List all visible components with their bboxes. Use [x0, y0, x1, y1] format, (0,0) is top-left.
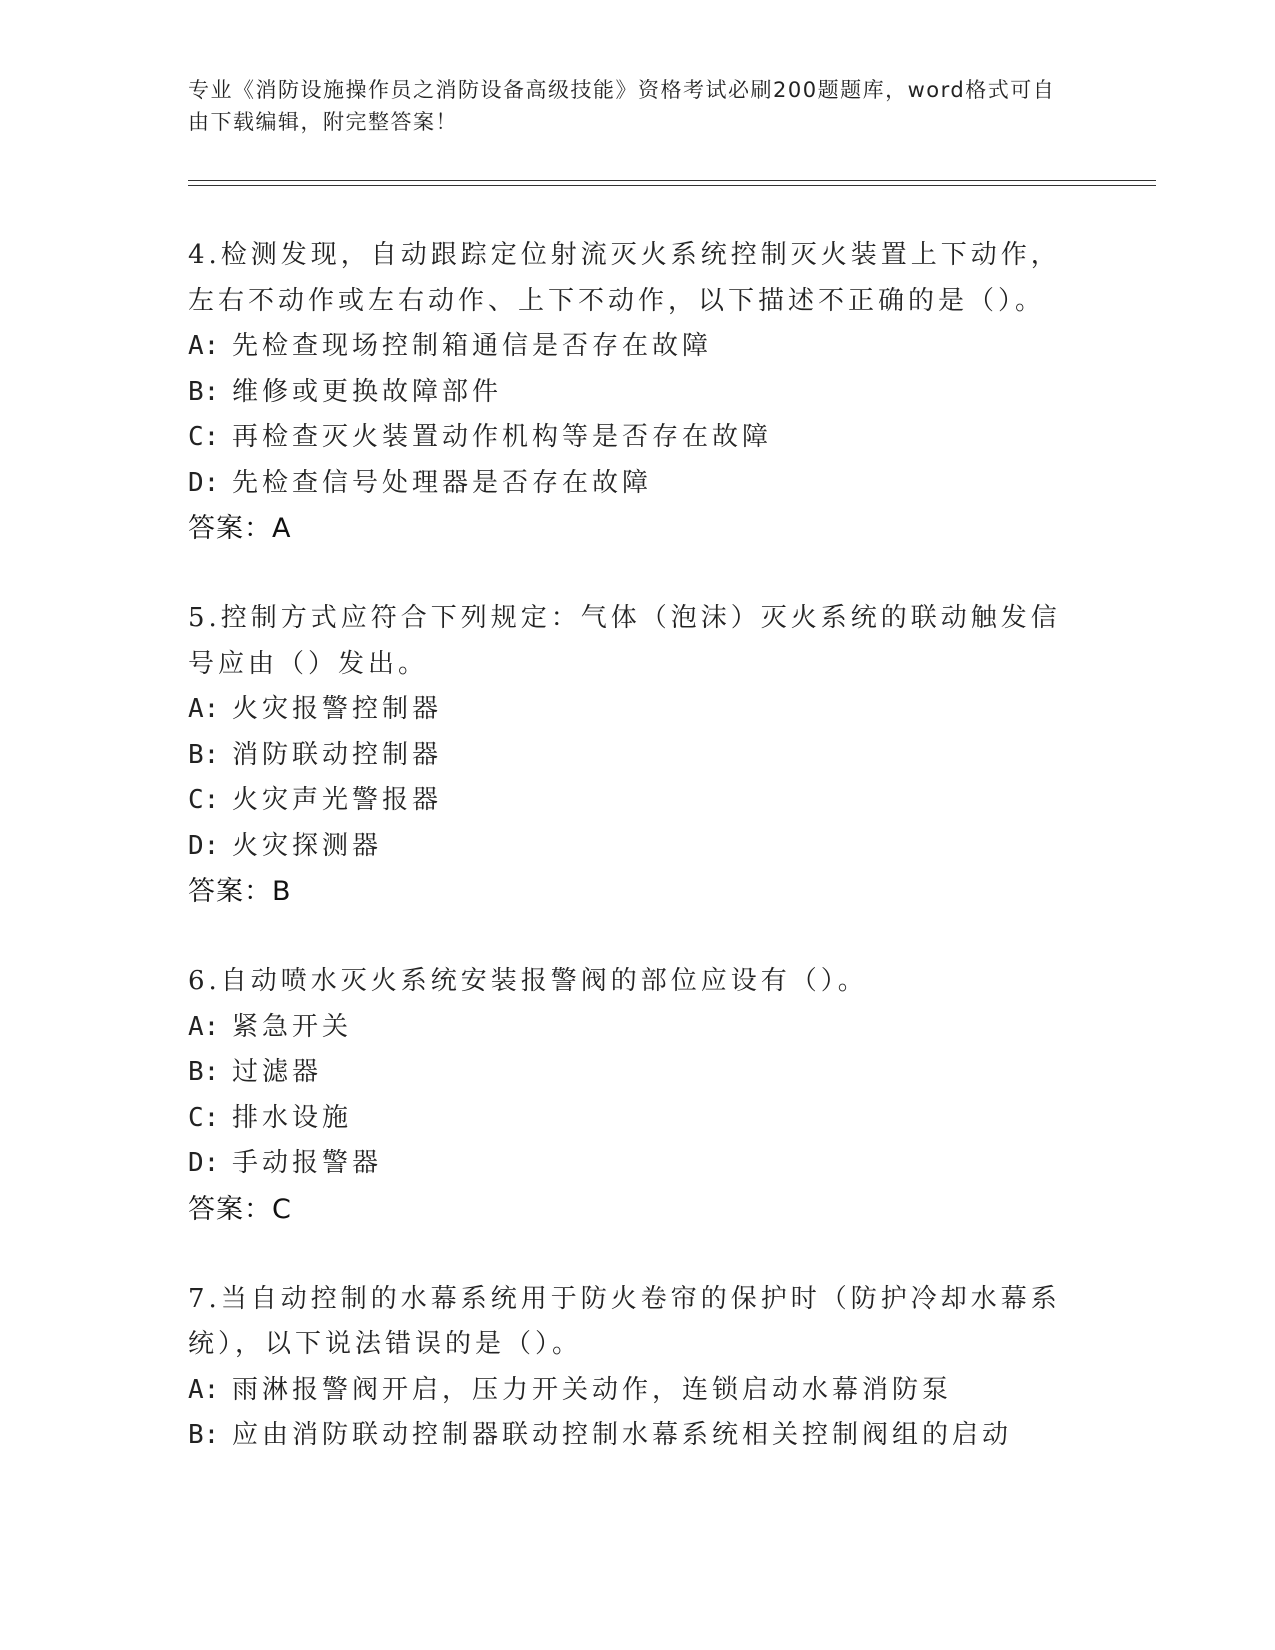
option-letter: C:: [188, 422, 220, 452]
option-letter: A:: [188, 694, 220, 724]
option-text: 消防联动控制器: [232, 739, 443, 770]
option-letter: B:: [188, 376, 220, 407]
option-letter: B:: [188, 1057, 220, 1087]
option-b: [188, 733, 1068, 779]
option-c: [188, 1096, 1068, 1142]
option-c: [188, 415, 1068, 461]
option-text: 排水设施: [232, 1102, 353, 1133]
option-text: 火灾探测器: [232, 830, 383, 861]
option-text: 维修或更换故障部件: [232, 376, 503, 407]
question-7: [188, 1277, 1068, 1459]
option-a: [188, 1005, 1068, 1051]
option-letter: A:: [188, 1011, 220, 1042]
question-5: [188, 596, 1068, 915]
question-stem: 7.当自动控制的水幕系统用于防火卷帘的保护时（防护冷却水幕系统），以下说法错误的是（）。: [188, 1283, 1061, 1359]
option-a: [188, 324, 1068, 370]
option-d: [188, 461, 1068, 507]
option-letter: A:: [188, 1374, 220, 1405]
question-list: [188, 233, 1068, 1503]
answer-label: 答案：B: [188, 876, 292, 907]
answer-label: 答案：A: [188, 513, 292, 544]
option-d: [188, 1141, 1068, 1187]
question-4: [188, 233, 1068, 552]
option-a: [188, 1368, 1068, 1414]
option-letter: B:: [188, 1420, 220, 1450]
option-letter: D:: [188, 830, 220, 861]
option-letter: C:: [188, 1102, 220, 1133]
question-stem: 6.自动喷水灭火系统安装报警阀的部位应设有（）。: [188, 966, 868, 996]
option-d: [188, 824, 1068, 870]
page-header: 专业《消防设施操作员之消防设备高级技能》资格考试必刷200题题库，word格式可自由下载编辑，附完整答案！: [188, 78, 1056, 134]
option-text: 应由消防联动控制器联动控制水幕系统相关控制阀组的启动: [232, 1420, 1013, 1450]
option-b: [188, 370, 1068, 416]
question-6: [188, 959, 1068, 1233]
option-letter: A:: [188, 331, 220, 361]
option-text: 先检查信号处理器是否存在故障: [232, 467, 653, 498]
option-letter: D:: [188, 467, 220, 498]
header-divider-top: [188, 180, 1156, 181]
question-stem: 5.控制方式应符合下列规定：气体（泡沫）灭火系统的联动触发信号应由（）发出。: [188, 603, 1061, 679]
option-text: 过滤器: [232, 1057, 323, 1087]
option-c: [188, 778, 1068, 824]
option-letter: D:: [188, 1148, 220, 1178]
header-divider-bottom: [188, 185, 1156, 186]
option-text: 火灾报警控制器: [232, 694, 443, 724]
option-text: 雨淋报警阀开启，压力开关动作，连锁启动水幕消防泵: [232, 1374, 953, 1405]
option-text: 火灾声光警报器: [232, 785, 443, 815]
option-text: 手动报警器: [232, 1148, 383, 1178]
option-text: 先检查现场控制箱通信是否存在故障: [232, 331, 713, 361]
option-text: 再检查灭火装置动作机构等是否存在故障: [232, 422, 773, 452]
option-letter: B:: [188, 739, 220, 770]
option-b: [188, 1413, 1068, 1459]
question-stem: 4.检测发现，自动跟踪定位射流灭火系统控制灭火装置上下动作，左右不动作或左右动作、上下不动作，以下描述不正确的是（）。: [188, 240, 1061, 316]
option-text: 紧急开关: [232, 1011, 353, 1042]
option-letter: C:: [188, 785, 220, 815]
option-b: [188, 1050, 1068, 1096]
answer-label: 答案：C: [188, 1193, 292, 1225]
option-a: [188, 687, 1068, 733]
